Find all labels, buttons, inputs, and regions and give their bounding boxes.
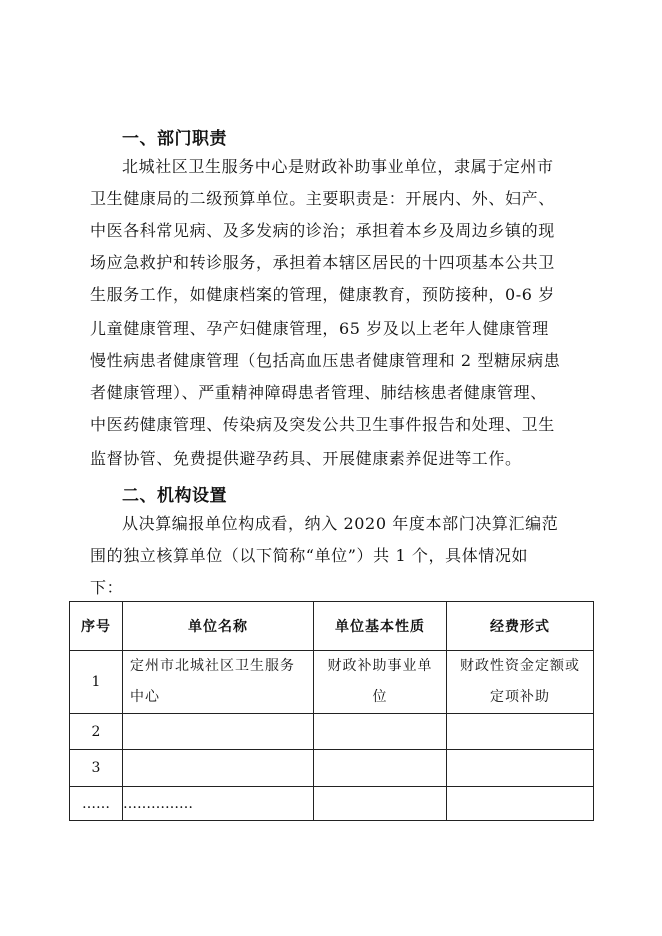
paragraph-line: 监督协管、免费提供避孕药具、开展健康素养促进等工作。 — [90, 449, 522, 468]
paragraph-line: 北城社区卫生服务中心是财政补助事业单位，隶属于定州市 — [122, 157, 554, 176]
paragraph-line: 儿童健康管理、孕产妇健康管理，65 岁及以上老年人健康管理 — [90, 319, 549, 338]
section-heading-organization: 二、机构设置 — [122, 486, 227, 506]
funding-form-cell — [447, 750, 594, 787]
paragraph-line: 生服务工作，如健康档案的管理，健康教育，预防接种，0-6 岁 — [90, 285, 555, 304]
header-funding-form: 经费形式 — [447, 602, 594, 651]
paragraph-line: 慢性病患者健康管理（包括高血压患者健康管理和 2 型糖尿病患 — [90, 351, 561, 370]
unit-name: 定州市北城社区卫生服务 中心 — [130, 658, 295, 705]
unit-nature-cell — [314, 714, 447, 750]
paragraph-line: 下： — [90, 578, 124, 597]
paragraph-line: 围的独立核算单位（以下简称“单位”）共 1 个，具体情况如 — [90, 546, 529, 565]
table-row — [70, 714, 594, 750]
paragraph-line: 中医各科常见病、及多发病的诊治；承担着本乡及周边乡镇的现 — [90, 221, 555, 240]
header-index: 序号 — [70, 602, 123, 651]
unit-nature-cell — [314, 651, 447, 714]
funding-form-cell — [447, 651, 594, 714]
unit-nature-cell — [314, 787, 447, 821]
row-index: 2 — [70, 714, 123, 750]
section-heading-responsibilities: 一、部门职责 — [122, 129, 227, 149]
unit-nature-cell — [314, 750, 447, 787]
funding-form-cell — [447, 787, 594, 821]
header-unit-name: 单位名称 — [123, 602, 314, 651]
unit-name-cell: …………… — [123, 787, 314, 821]
funding-form-cell — [447, 714, 594, 750]
unit-name-cell — [123, 714, 314, 750]
table-row — [70, 651, 594, 714]
paragraph-line: 场应急救护和转诊服务，承担着本辖区居民的十四项基本公共卫 — [90, 253, 555, 272]
funding-form: 财政性资金定额或 定项补助 — [460, 658, 580, 705]
row-index: 1 — [70, 651, 123, 714]
unit-name-cell — [123, 651, 314, 714]
table-row — [70, 787, 594, 821]
table-header-row — [70, 602, 594, 651]
row-index: 3 — [70, 750, 123, 787]
unit-nature: 财政补助事业单 位 — [327, 658, 433, 705]
paragraph-line: 从决算编报单位构成看，纳入 2020 年度本部门决算汇编范 — [122, 514, 559, 533]
header-unit-nature: 单位基本性质 — [314, 602, 447, 651]
paragraph-line: 卫生健康局的二级预算单位。主要职责是：开展内、外、妇产、 — [90, 189, 555, 208]
units-table — [69, 601, 594, 821]
row-index: …… — [70, 787, 123, 821]
paragraph-line: 者健康管理）、严重精神障碍患者管理、肺结核患者健康管理、 — [90, 383, 547, 402]
paragraph-line: 中医药健康管理、传染病及突发公共卫生事件报告和处理、卫生 — [90, 415, 555, 434]
unit-name-cell — [123, 750, 314, 787]
table-row — [70, 750, 594, 787]
